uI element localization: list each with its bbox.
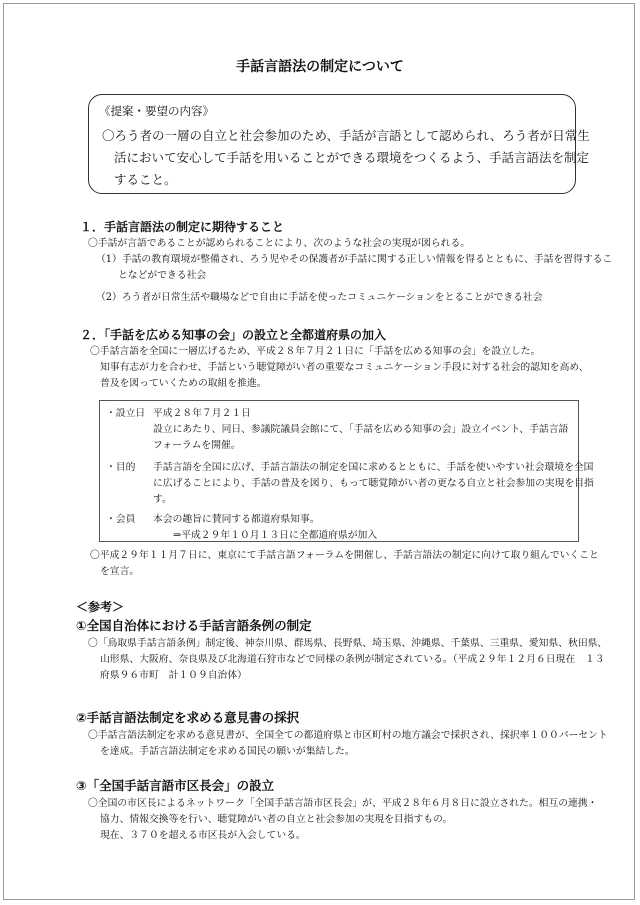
- proposal-line: すること。: [114, 172, 177, 187]
- ref2-line: を達成。手話言語法制定を求める国民の願いが集結した。: [100, 746, 355, 757]
- proposal-text: [102, 125, 590, 191]
- members-line: 本会の趣旨に賛同する都道府県知事。: [153, 514, 320, 525]
- ref1-line: 府県９６市町 計１０９自治体）: [100, 670, 247, 681]
- section1-item1: [96, 252, 612, 284]
- established-text: [153, 406, 568, 454]
- section2-intro: [90, 344, 589, 392]
- proposal-line: 活において安心して手話を用いることができる環境をつくるよう、手話言語法を制定: [114, 150, 590, 165]
- ref3-line: 現在、３７０を超える市区長が入会している。: [100, 830, 306, 841]
- established-line: フォーラムを開催。: [153, 440, 241, 451]
- ref3-line: 協力、情報交換等を行い、聴覚障がい者の自立と社会参加の実現を目指すもの。: [100, 814, 453, 825]
- proposal-line: 〇ろう者の一層の自立と社会参加のため、手話が言語として認められ、ろう者が日常生: [102, 128, 590, 143]
- section2-after: [90, 548, 599, 580]
- section1-item2: （2）ろう者が日常生活や職場などで自由に手話を使ったコミュニケーションをとることができる社会: [96, 292, 543, 303]
- members-line: ⇒平成２９年１０月１３日に全都道府県が加入: [173, 530, 378, 541]
- reference-heading: ＜参考＞: [76, 600, 125, 614]
- ref3-line: 〇全国の市区長によるネットワーク「全国手話言語市区長会」が、平成２８年６月８日に設立された。相互の連携・: [88, 798, 598, 809]
- ref1-heading: ①全国自治体における手話言語条例の制定: [76, 618, 312, 633]
- section2-after-line: を宣言。: [100, 566, 140, 577]
- ref3-text: [88, 796, 597, 844]
- members-text: [153, 512, 377, 544]
- established-line: 平成２８年７月２１日: [153, 408, 251, 419]
- page-title: 手話言語法の制定について: [236, 59, 404, 75]
- purpose-line: 手話言語を全国に広げ、手話言語法の制定を国に求めるとともに、手話を使いやすい社会環境を全国: [153, 462, 594, 473]
- purpose-label: ・目的: [106, 462, 136, 473]
- section1-item1-line: （1）手話の教育環境が整備され、ろう児やその保護者が手話に関する正しい情報を得るとともに、手話を習得するこ: [96, 254, 613, 265]
- section1-heading: １．手話言語法の制定に期待すること: [80, 220, 285, 234]
- section2-intro-line: 知事有志が力を合わせ、手話という聴覚障がい者の重要なコミュニケーション手段に対する社会的認知を高め、: [100, 362, 589, 373]
- ref2-line: 〇手話言語法制定を求める意見書が、全国全ての都道府県と市区町村の地方議会で採択され、採択率１００パーセント: [88, 730, 608, 741]
- section1-intro: 〇手話が言語であることが認められることにより、次のような社会の実現が図られる。: [88, 238, 471, 249]
- purpose-line: す。: [153, 494, 172, 505]
- section2-intro-line: 〇手話言語を全国に一層広げるため、平成２８年７月２１日に「手話を広める知事の会」を設立した。: [90, 346, 541, 357]
- section1-item1-line: となどができる社会: [118, 270, 207, 281]
- members-label: ・会員: [106, 514, 136, 525]
- ref3-heading: ③「全国手話言語市区長会」の設立: [76, 778, 275, 793]
- section2-after-line: 〇平成２９年１１月７日に、東京にて手話言語フォーラムを開催し、手話言語法の制定に向けて取り組んでいくこと: [90, 550, 599, 561]
- section2-intro-line: 普及を図っていくための取組を推進。: [100, 378, 267, 389]
- section2-heading: ２．「手話を広める知事の会」の設立と全都道府県の加入: [80, 328, 387, 342]
- purpose-text: [153, 460, 594, 508]
- proposal-heading: 《提案・要望の内容》: [99, 104, 214, 118]
- ref2-text: [88, 728, 608, 760]
- established-label: ・設立日: [106, 408, 146, 419]
- established-line: 設立にあたり、同日、参議院議員会館にて、「手話を広める知事の会」設立イベント、手話言語: [153, 424, 569, 435]
- ref1-line: 山形県、大阪府、奈良県及び北海道石狩市などで同様の条例が制定されている。（平成２９年１２月６日現在 １３: [100, 654, 605, 665]
- ref2-heading: ②手話言語法制定を求める意見書の採択: [76, 710, 300, 725]
- ref1-text: [88, 636, 607, 684]
- ref1-line: 〇「鳥取県手話言語条例」制定後、神奈川県、群馬県、長野県、埼玉県、沖縄県、千葉県、三重県、愛知県、秋田県、: [88, 638, 608, 649]
- purpose-line: に広げることにより、手話の普及を図り、もって聴覚障がい者の更なる自立と社会参加の実現を目指: [153, 478, 594, 489]
